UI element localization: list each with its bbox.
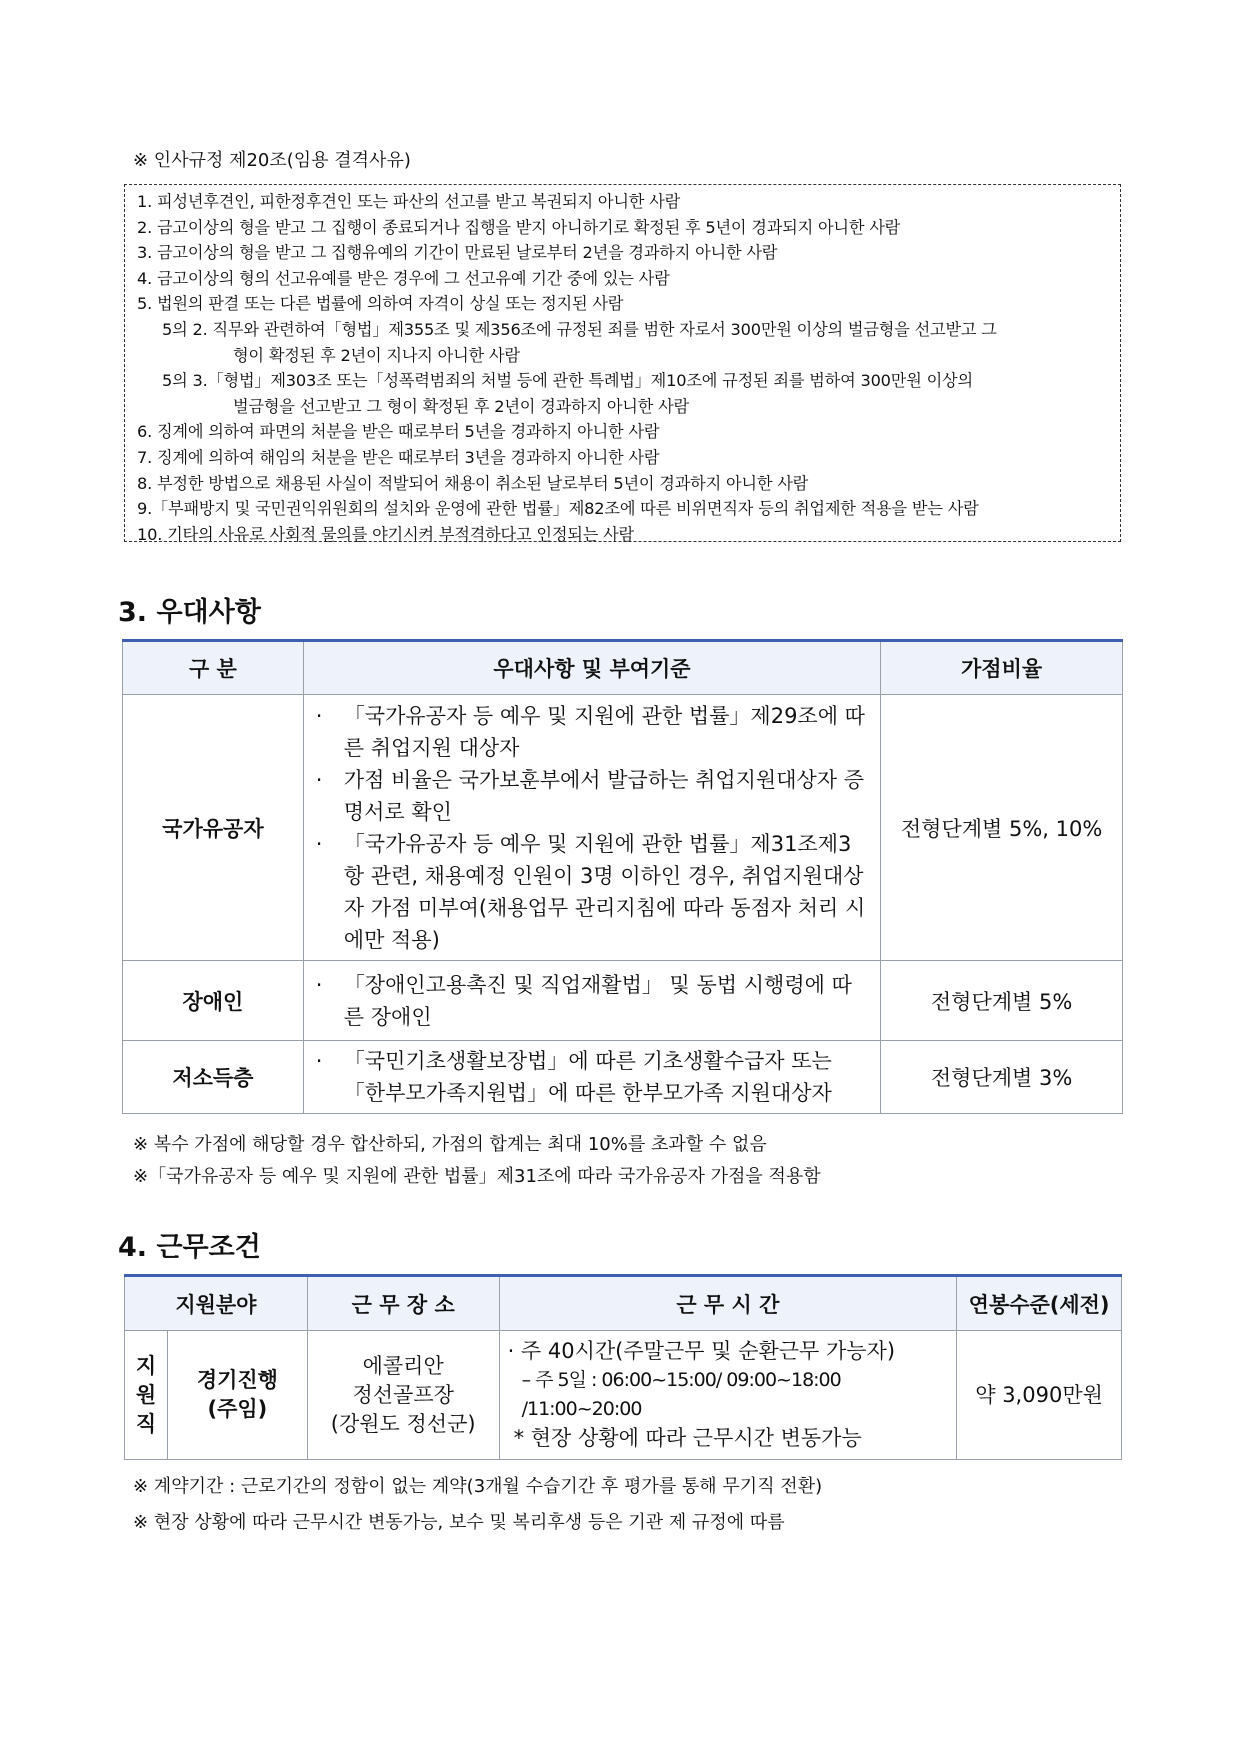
rule-item: 5의 3.「형법」제303조 또는「성폭력범죄의 처벌 등에 관한 특례법」제10조에 규정된 죄를 범하여 300만원 이상의: [162, 371, 973, 391]
rule-item: 9.「부패방지 및 국민권익위원회의 설치와 운영에 관한 법률」제82조에 따른 비위면직자 등의 취업제한 적용을 받는 사람: [137, 499, 979, 519]
rule-item: 3. 금고이상의 형을 받고 그 집행유예의 기간이 만료된 날로부터 2년을 경과하지 아니한 사람: [137, 243, 778, 263]
disqualification-title: ※ 인사규정 제20조(임용 결격사유): [133, 150, 411, 171]
bullet-item: · 「국민기초생활보장법」에 따른 기초생활수급자 또는 「한부모가족지원법」에 따른 한부모가족 지원대상자: [314, 1045, 870, 1109]
role-cell: 경기진행 (주임): [167, 1331, 307, 1460]
rule-item: 10. 기타의 사유로 사회적 물의를 야기시켜 부적격하다고 인정되는 사람: [137, 524, 634, 544]
header-category: 구 분: [123, 641, 304, 695]
disqualification-box: [124, 184, 1121, 542]
bullet-icon: ·: [315, 703, 323, 728]
employment-type-cell: 지 원 직: [125, 1331, 168, 1460]
rate-cell: 전형단계별 5%: [881, 961, 1123, 1041]
rule-item: 벌금형을 선고받고 그 형이 확정된 후 2년이 경과하지 아니한 사람: [233, 396, 689, 416]
table-header-row: [123, 641, 1123, 695]
bullet-item: · 「장애인고용촉진 및 직업재활법」 및 동법 시행령에 따른 장애인: [314, 969, 870, 1033]
bullet-icon: ·: [315, 767, 323, 792]
work-section-title: 4. 근무조건: [118, 1232, 261, 1263]
bullet-icon: ·: [315, 1049, 323, 1073]
preference-note: ※「국가유공자 등 예우 및 지원에 관한 법률」제31조에 따라 국가유공자 가점을 적용함: [133, 1166, 821, 1187]
header-place: 근 무 장 소: [307, 1276, 499, 1331]
table-row: [123, 1041, 1123, 1114]
table-row: [123, 695, 1123, 961]
preference-note: ※ 복수 가점에 해당할 경우 합산하되, 가점의 합계는 최대 10%를 초과할 수 없음: [133, 1134, 767, 1155]
category-cell: 국가유공자: [123, 695, 304, 961]
work-note: ※ 현장 상황에 따라 근무시간 변동가능, 보수 및 복리후생 등은 기관 제 규정에 따름: [133, 1512, 785, 1533]
preference-table: [122, 639, 1123, 1114]
rule-item: 4. 금고이상의 형의 선고유예를 받은 경우에 그 선고유예 기간 중에 있는 사람: [137, 268, 670, 288]
rule-item: 2. 금고이상의 형을 받고 그 집행이 종료되거나 집행을 받지 아니하기로 확정된 후 5년이 경과되지 아니한 사람: [137, 217, 901, 237]
bullet-item: · 가점 비율은 국가보훈부에서 발급하는 취업지원대상자 증명서로 확인: [314, 764, 870, 828]
rate-cell: 전형단계별 5%, 10%: [881, 695, 1123, 961]
table-row: [123, 961, 1123, 1041]
criteria-cell: [303, 961, 880, 1041]
header-time: 근 무 시 간: [499, 1276, 957, 1331]
bullet-item: · 「국가유공자 등 예우 및 지원에 관한 법률」제29조에 따른 취업지원 대상자: [314, 700, 870, 764]
rule-item: 8. 부정한 방법으로 채용된 사실이 적발되어 채용이 취소된 날로부터 5년이 경과하지 아니한 사람: [137, 473, 809, 493]
table-header-row: [125, 1276, 1122, 1331]
criteria-cell: [303, 1041, 880, 1114]
time-cell: · 주 40시간(주말근무 및 순환근무 가능자) – 주 5일 : 06:00~15:00/ 09:00~18:00 /11:00~20:00 * 현장 상황에 따라 근무시간 변동가능: [499, 1331, 957, 1460]
work-conditions-table: [124, 1274, 1122, 1460]
rule-item: 1. 피성년후견인, 피한정후견인 또는 파산의 선고를 받고 복권되지 아니한 사람: [137, 192, 681, 211]
rule-item: 5. 법원의 판결 또는 다른 법률에 의하여 자격이 상실 또는 정지된 사람: [137, 294, 624, 314]
header-criteria: 우대사항 및 부여기준: [303, 641, 880, 695]
header-rate: 가점비율: [881, 641, 1123, 695]
bullet-icon: ·: [315, 972, 323, 997]
work-note: ※ 계약기간 : 근로기간의 정함이 없는 계약(3개월 수습기간 후 평가를 통해 무기직 전환): [133, 1476, 823, 1497]
category-cell: 저소득층: [123, 1041, 304, 1114]
table-row: [125, 1331, 1122, 1460]
salary-cell: 약 3,090만원: [957, 1331, 1122, 1460]
bullet-item: · 「국가유공자 등 예우 및 지원에 관한 법률」제31조제3항 관련, 채용예정 인원이 3명 이하인 경우, 취업지원대상자 가점 미부여(채용업무 관리지침에 따라 동점자 처리 시에만 적용): [314, 828, 870, 956]
category-cell: 장애인: [123, 961, 304, 1041]
rule-item: 7. 징계에 의하여 해임의 처분을 받은 때로부터 3년을 경과하지 아니한 사람: [137, 447, 660, 467]
place-cell: 에콜리안 정선골프장 (강원도 정선군): [307, 1331, 499, 1460]
header-field: 지원분야: [125, 1276, 308, 1331]
bullet-icon: ·: [315, 831, 323, 856]
criteria-cell: [303, 695, 880, 961]
rule-item: 6. 징계에 의하여 파면의 처분을 받은 때로부터 5년을 경과하지 아니한 사람: [137, 422, 660, 442]
rate-cell: 전형단계별 3%: [881, 1041, 1123, 1114]
header-salary: 연봉수준(세전): [957, 1276, 1122, 1331]
preference-section-title: 3. 우대사항: [118, 597, 261, 628]
rule-item: 형이 확정된 후 2년이 지나지 아니한 사람: [233, 345, 520, 365]
rule-item: 5의 2. 직무와 관련하여「형법」제355조 및 제356조에 규정된 죄를 범한 자로서 300만원 이상의 벌금형을 선고받고 그: [162, 319, 997, 339]
